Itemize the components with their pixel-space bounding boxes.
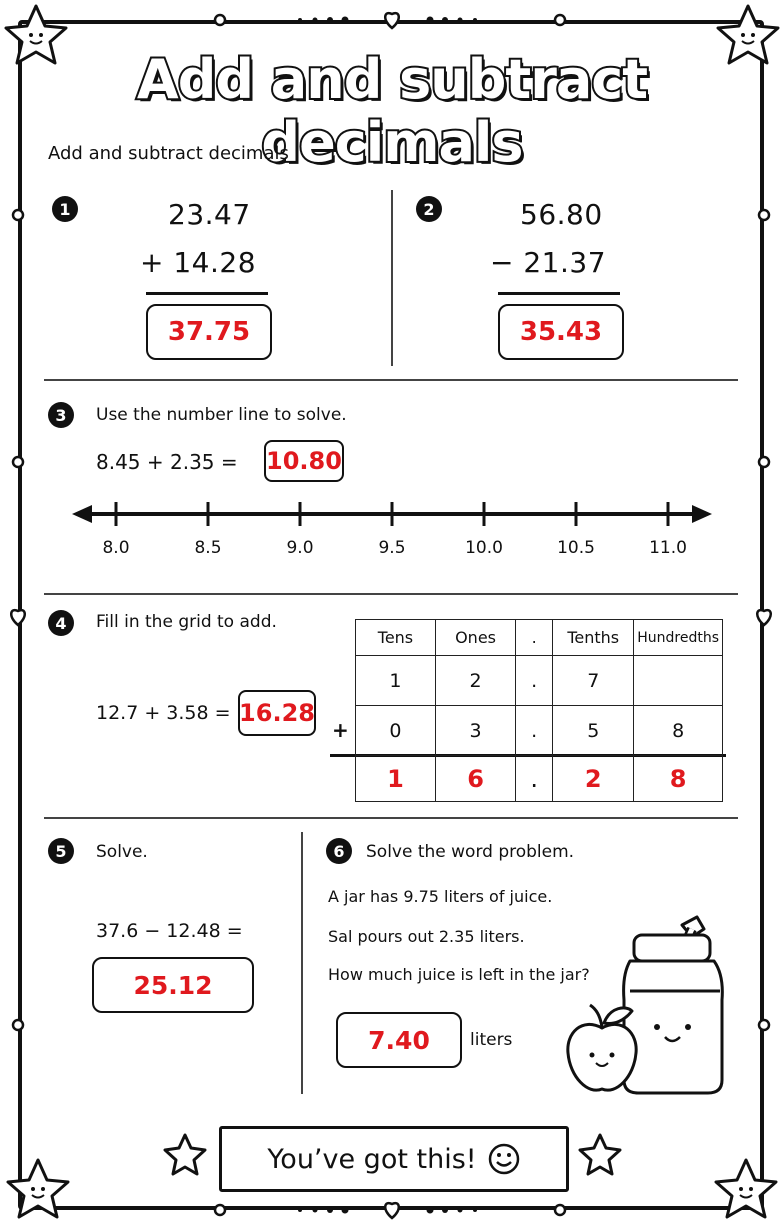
problem-2-badge: 2 xyxy=(416,196,442,222)
grid-cell: 8 xyxy=(634,706,723,756)
divider xyxy=(44,593,738,595)
divider xyxy=(301,832,303,1094)
number-line-label: 11.0 xyxy=(649,538,687,558)
divider xyxy=(44,817,738,819)
grid-cell: 0 xyxy=(356,706,436,756)
grid-result-cell: . xyxy=(516,756,553,802)
p6-answer-box[interactable]: 7.40 xyxy=(336,1012,462,1068)
grid-result-cell[interactable]: 6 xyxy=(435,756,515,802)
grid-result-cell[interactable]: 8 xyxy=(634,756,723,802)
p6-text-line: Sal pours out 2.35 liters. xyxy=(328,927,525,946)
p2-difference-line xyxy=(498,292,620,295)
problem-1-badge: 1 xyxy=(52,196,78,222)
heart-icon xyxy=(757,610,771,625)
ornament-dot xyxy=(13,457,23,467)
grid-cell: 2 xyxy=(435,656,515,706)
ornament-dot xyxy=(555,1205,565,1215)
grid-header: Hundredths xyxy=(634,620,723,656)
grid-cell: 5 xyxy=(553,706,634,756)
number-line xyxy=(60,494,720,534)
problem-5-badge: 5 xyxy=(48,838,74,864)
number-line-label: 9.5 xyxy=(378,538,406,558)
p3-answer-box[interactable]: 10.80 xyxy=(264,440,344,482)
p4-equation: 12.7 + 3.58 = xyxy=(96,702,231,724)
grid-cell: . xyxy=(516,706,553,756)
star-icon xyxy=(165,1135,205,1174)
footer-message: You’ve got this! xyxy=(267,1143,477,1175)
number-line-label: 10.0 xyxy=(465,538,503,558)
ornament-dot xyxy=(13,1020,23,1030)
grid-cell: 7 xyxy=(553,656,634,706)
number-line-label: 8.0 xyxy=(102,538,130,558)
divider xyxy=(44,379,738,381)
grid-cell xyxy=(634,656,723,706)
divider xyxy=(391,190,393,366)
grid-cell: 3 xyxy=(435,706,515,756)
ornament-dot xyxy=(759,457,769,467)
p5-answer-box[interactable]: 25.12 xyxy=(92,957,254,1013)
grid-header: Ones xyxy=(435,620,515,656)
grid-header: Tens xyxy=(356,620,436,656)
p2-bottom-number: − 21.37 xyxy=(490,246,607,279)
p3-equation: 8.45 + 2.35 = xyxy=(96,450,238,474)
ornament-dot xyxy=(759,1020,769,1030)
ornament-dot xyxy=(215,1205,225,1215)
star-icon xyxy=(716,1160,776,1217)
number-line-label: 8.5 xyxy=(194,538,222,558)
p5-equation: 37.6 − 12.48 = xyxy=(96,920,243,942)
heart-icon xyxy=(385,1203,399,1218)
arrow-right-icon xyxy=(692,505,712,523)
p1-top-number: 23.47 xyxy=(168,198,251,231)
grid-cell: 1 xyxy=(356,656,436,706)
p6-unit-label: liters xyxy=(470,1030,513,1050)
arrow-left-icon xyxy=(72,505,92,523)
p1-answer-box[interactable]: 37.75 xyxy=(146,304,272,360)
ornament-dot xyxy=(555,15,565,25)
number-line-label: 9.0 xyxy=(286,538,314,558)
page-title: Add and subtract decimals xyxy=(136,48,648,174)
p6-instruction: Solve the word problem. xyxy=(366,842,575,862)
problem-4-badge: 4 xyxy=(48,610,74,636)
p6-text-line: How much juice is left in the jar? xyxy=(328,965,590,984)
juice-jar-illustration xyxy=(562,905,732,1100)
grid-result-cell[interactable]: 2 xyxy=(553,756,634,802)
star-icon xyxy=(8,1160,68,1217)
p1-bottom-number: + 14.28 xyxy=(140,246,257,279)
heart-icon xyxy=(11,610,25,625)
problem-3-badge: 3 xyxy=(48,402,74,428)
heart-icon xyxy=(385,13,399,28)
grid-cell: . xyxy=(516,656,553,706)
number-line-label: 10.5 xyxy=(557,538,595,558)
p3-instruction: Use the number line to solve. xyxy=(96,405,347,425)
grid-header: . xyxy=(516,620,553,656)
p4-answer-box[interactable]: 16.28 xyxy=(238,690,316,736)
ornament-dot xyxy=(215,15,225,25)
p4-instruction: Fill in the grid to add. xyxy=(96,612,277,632)
p1-sum-line xyxy=(146,292,268,295)
p4-plus-sign: + xyxy=(332,718,349,742)
encouragement-banner xyxy=(219,1126,569,1192)
place-value-grid xyxy=(355,619,723,802)
grid-header: Tenths xyxy=(553,620,634,656)
p2-top-number: 56.80 xyxy=(520,198,603,231)
p2-answer-box[interactable]: 35.43 xyxy=(498,304,624,360)
problem-6-badge: 6 xyxy=(326,838,352,864)
subtitle: Add and subtract decimals xyxy=(48,143,289,164)
grid-result-cell[interactable]: 1 xyxy=(356,756,436,802)
ornament-dot xyxy=(759,210,769,220)
p6-text-line: A jar has 9.75 liters of juice. xyxy=(328,887,553,906)
p5-instruction: Solve. xyxy=(96,842,148,862)
star-icon xyxy=(580,1135,620,1174)
ornament-dot xyxy=(13,210,23,220)
smiley-icon xyxy=(487,1142,521,1176)
